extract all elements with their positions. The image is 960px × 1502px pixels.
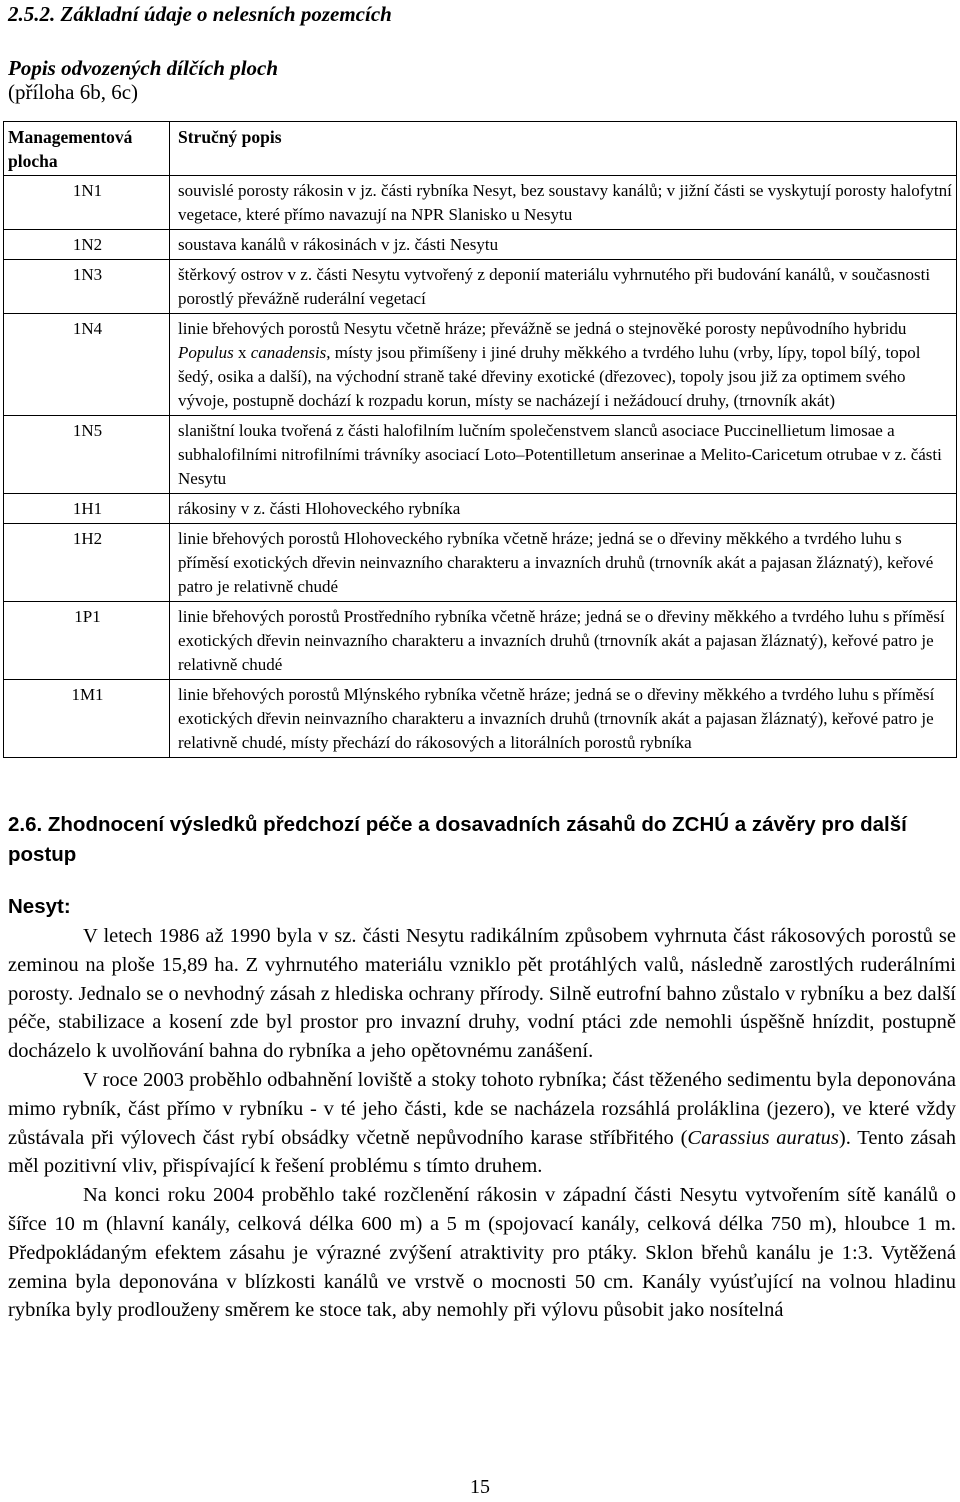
paragraph-2: V roce 2003 proběhlo odbahnění loviště a stoky tohoto rybníka; část těženého sedimentu byla deponována mimo rybník, část přímo v rybníku - v té jeho části, kde se nacházela rozsáhlá proláklina (jezero), ve které vždy zůstávala při výlovech část rybí obsádky včetně nepůvodního karase stříbřitého (Carassius auratus). Tento zásah měl pozitivní vliv, přispívající k řešení problému s tímto druhem. xyxy=(8,1068,956,1178)
plot-code: 1H1 xyxy=(4,494,170,524)
plot-description: souvislé porosty rákosin v jz. části rybníka Nesyt, bez soustavy kanálů; v jižní části se vyskytují porosty halofytní vegetace, které přímo navazují na NPR Slanisko u Nesytu xyxy=(170,176,957,230)
plot-description: linie břehových porostů Nesytu včetně hráze; převážně se jedná o stejnověké porosty nepůvodního hybridu Populus x canadensis, místy jsou přimíšeny i jiné druhy měkkého a tvrdého luhu (vrby, lípy, topol bílý, topol šedý, osika a další), na východní straně také dřeviny exotické (dřezovec), topoly jsou již za optimem svého vývoje, postupně dochází k rozpadu korun, místy se nacházejí i nežádoucí druhy, (trnovník akát) xyxy=(170,314,957,416)
subsection-note: (příloha 6b, 6c) xyxy=(8,80,139,104)
table-row xyxy=(4,494,957,524)
table-row xyxy=(4,680,957,758)
paragraph-1: V letech 1986 až 1990 byla v sz. části Nesytu radikálním způsobem vyhrnuta část rákosových porostů se zeminou na ploše 15,89 ha. Z vyhrnutého materiálu vzniklo pět protáhlých valů, následně zarostlých ruderálními porosty. Jednalo se o nevhodný zásah z hlediska ochrany přírody. Silně eutrofní bahno zůstalo v rybníku a bez další péče, stabilizace a kosení zde byl prostor pro invazní druhy, vodní ptáci zde nemohli úspěšně hnízdit, postupně docházelo k uvolňování bahna do rybníka a jeho opětovnému zanášení. xyxy=(8,925,956,1063)
plot-code: 1P1 xyxy=(4,602,170,680)
plot-code: 1N4 xyxy=(4,314,170,416)
plot-description: slaništní louka tvořená z části halofilním lučním společenstvem slanců asociace Puccinellietum limosae a subhalofilními nitrofilními trávníky asociací Loto–Potentilletum anserinae a Melito-Caricetum otrubae v z. části Nesytu xyxy=(170,416,957,494)
table-row xyxy=(4,260,957,314)
plot-description: linie břehových porostů Mlýnského rybníka včetně hráze; jedná se o dřeviny měkkého a tvrdého luhu s příměsí exotických dřevin neinvazního charakteru a invazních druhů (trnovník akát a pajasan žláznatý), keřové patro je relativně chudé, místy přechází do rákosových a litorálních porostů rybníka xyxy=(170,680,957,758)
table-row xyxy=(4,314,957,416)
table-header-row xyxy=(4,122,957,176)
plot-code: 1H2 xyxy=(4,524,170,602)
paragraph-3: Na konci roku 2004 proběhlo také rozčlenění rákosin v západní části Nesytu vytvořením sítě kanálů o šířce 10 m (hlavní kanály, celková délka 600 m) a 5 m (spojovací kanály, celková délka 750 m), hloubce 1 m. Předpokládaným efektem zásahu je výrazné zvýšení atraktivity pro ptáky. Sklon břehů kanálu je 1:3. Vytěžená zemina byla deponována v blízkosti kanálů ve vrstvě o mocnosti 50 cm. Kanály vyúsťující na volnou hladinu rybníka byly prodlouženy směrem ke stoce tak, aby nemohly při výlovu působit jako nosítelná xyxy=(8,1184,956,1322)
table-row xyxy=(4,416,957,494)
subsection-heading xyxy=(8,56,278,104)
plot-description: linie břehových porostů Hlohoveckého rybníka včetně hráze; jedná se o dřeviny měkkého a tvrdého luhu s příměsí exotických dřevin neinvazního charakteru a invazních druhů (trnovník akát a pajasan žláznatý), keřové patro je relativně chudé xyxy=(170,524,957,602)
plot-code: 1N2 xyxy=(4,230,170,260)
section-heading: 2.5.2. Základní údaje o nelesních pozemcích xyxy=(8,2,392,26)
plots-table xyxy=(3,121,957,758)
table-row xyxy=(4,602,957,680)
plot-code: 1N3 xyxy=(4,260,170,314)
plot-description: štěrkový ostrov v z. části Nesytu vytvořený z deponií materiálu vyhrnutého při budování kanálů, v současnosti porostlý převážně ruderální vegetací xyxy=(170,260,957,314)
plot-code: 1M1 xyxy=(4,680,170,758)
table-row xyxy=(4,230,957,260)
section-2-6-heading: 2.6. Zhodnocení výsledků předchozí péče a dosavadních zásahů do ZCHÚ a závěry pro další postup xyxy=(8,813,907,866)
plot-description: soustava kanálů v rákosinách v jz. části Nesytu xyxy=(170,230,957,260)
nesyt-heading: Nesyt: xyxy=(8,895,71,918)
table-row xyxy=(4,176,957,230)
page-number: 15 xyxy=(470,1476,490,1498)
plot-code: 1N5 xyxy=(4,416,170,494)
plot-description: rákosiny v z. části Hlohoveckého rybníka xyxy=(170,494,957,524)
plot-code: 1N1 xyxy=(4,176,170,230)
plot-description: linie břehových porostů Prostředního rybníka včetně hráze; jedná se o dřeviny měkkého a tvrdého luhu s příměsí exotických dřevin neinvazního charakteru a invazních druhů (trnovník akát a pajasan žláznatý), keřové patro je relativně chudé xyxy=(170,602,957,680)
table-row xyxy=(4,524,957,602)
subsection-title: Popis odvozených dílčích ploch xyxy=(8,56,279,80)
header-plot: Managementová plocha xyxy=(4,122,170,176)
header-description: Stručný popis xyxy=(170,122,957,176)
body-text xyxy=(8,922,956,1325)
